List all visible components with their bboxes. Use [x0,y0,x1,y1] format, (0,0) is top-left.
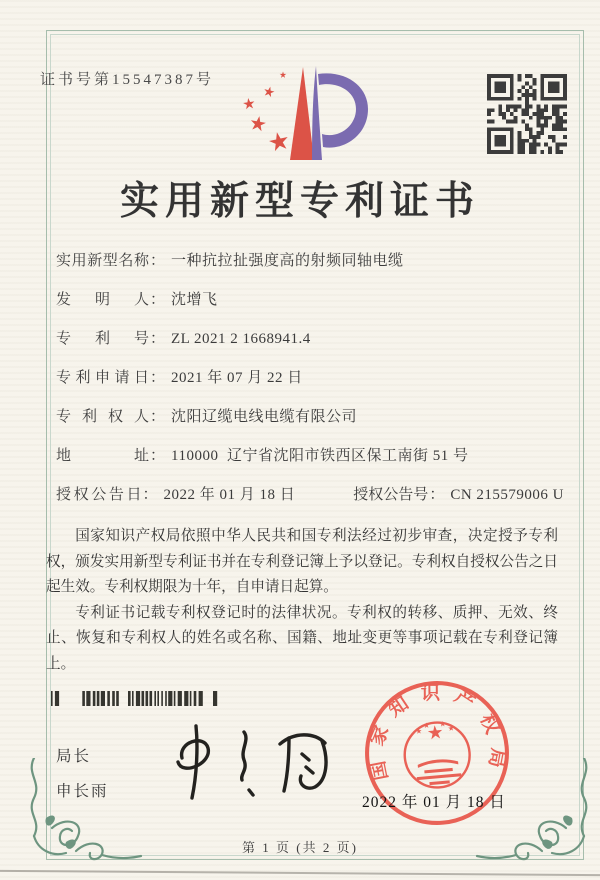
legal-paragraph-2: 专利证书记载专利权登记时的法律状况。专利权的转移、质押、无效、终止、恢复和专利权人的姓名或名称、国籍、地址变更等事项记载在专利登记簿上。 [46,604,558,672]
field-colon: ： [150,331,166,347]
national-emblem-icon [402,719,472,790]
field-value: 沈阳辽缆电线电缆有限公司 [171,409,358,425]
director-title: 局长 [56,748,92,765]
page-footer: 第 1 页 (共 2 页) [242,840,358,855]
handwritten-signature-icon [152,720,347,808]
field-value: 一种抗拉扯强度高的射频同轴电缆 [171,253,404,269]
seal-ring-text: 国家知识产权局 [365,683,509,782]
seal-date: 2022 年 01 月 18 日 [362,794,506,811]
field-colon: ： [150,253,166,269]
grant-date-value: 2022 年 01 月 18 日 [163,487,296,503]
field-row-name [56,253,564,269]
field-colon: ： [150,292,166,308]
grant-number-pair [353,487,564,503]
field-label: 授权公告号 [353,487,429,503]
field-value: ZL 2021 2 1668941.4 [171,331,311,347]
field-row-address [56,448,564,464]
corner-flourish-right-icon [475,758,600,866]
field-row-patent-no [56,331,564,347]
field-row-filing-date [56,370,564,386]
legal-paragraph-1: 国家知识产权局依照中华人民共和国专利法经过初步审查，决定授予专利权，颁发实用新型专利证书并在专利登记簿上予以登记。专利权自授权公告之日起生效。专利权期限为十年，自申请日起算。 [46,528,558,595]
cnipa-logo-icon [225,62,375,168]
qr-code-icon [487,74,567,154]
field-value: 110000 辽宁省沈阳市铁西区保工南街 51 号 [171,448,469,464]
legal-text-block [46,524,558,677]
corner-flourish-left-icon [18,758,143,866]
field-value: 沈增飞 [171,292,218,308]
field-row-grant [56,487,564,503]
grant-number-value: CN 215579006 U [450,487,564,503]
barcode-icon [50,691,224,706]
field-label: 实用新型名称 [56,253,149,269]
field-label: 专利权人 [56,409,149,425]
field-row-inventor [56,292,564,308]
field-label: 发明人 [56,292,149,308]
certificate-number: 证书号第15547387号 [40,72,215,88]
field-row-patentee [56,409,564,425]
field-colon: ： [142,487,158,503]
scan-edge-shadow [0,870,600,876]
field-label: 专利号 [56,331,149,347]
field-colon: ： [150,409,166,425]
field-colon: ： [429,487,445,503]
field-label: 地址 [56,448,149,464]
field-value: 2021 年 07 月 22 日 [171,370,303,386]
patent-fields [56,253,564,526]
certificate-title: 实用新型专利证书 [119,180,480,223]
director-name: 申长雨 [56,783,109,800]
field-label: 授权公告日 [56,487,142,503]
field-colon: ： [150,370,166,386]
field-label: 专利申请日 [56,370,149,386]
field-colon: ： [150,448,166,464]
